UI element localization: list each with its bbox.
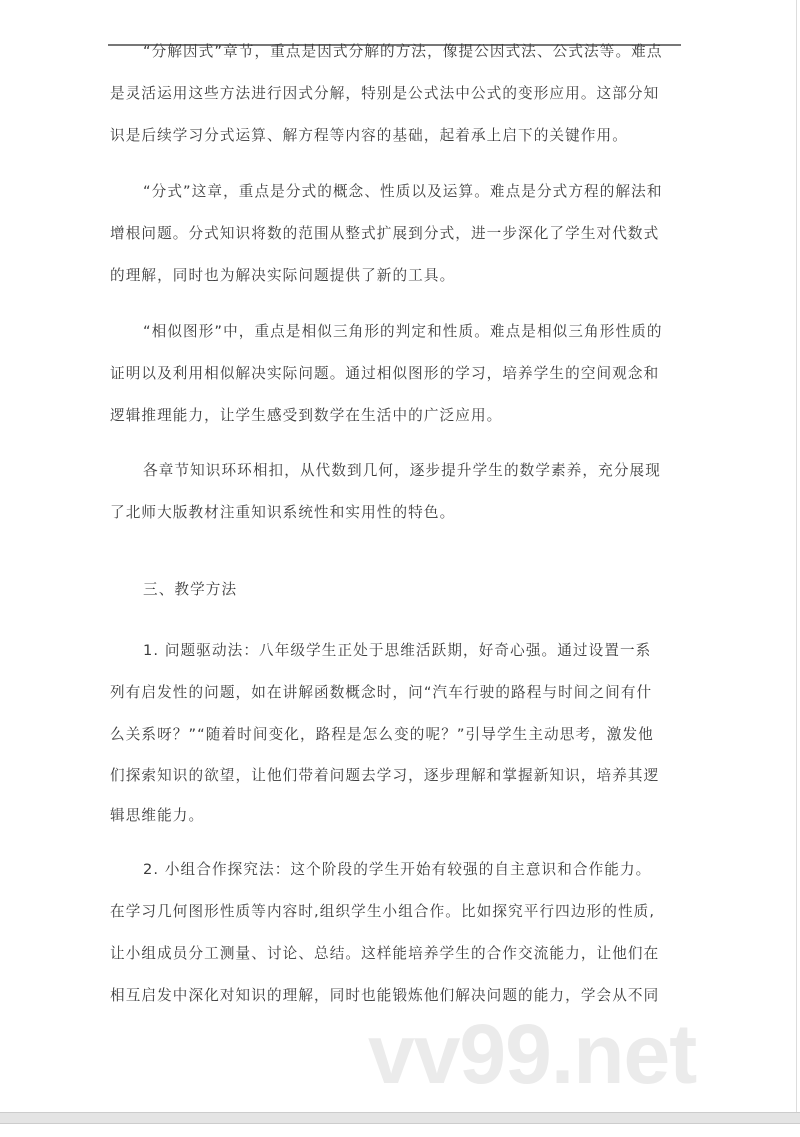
- page-gap: [0, 1112, 800, 1124]
- text-line: 增根问题。分式知识将数的范围从整式扩展到分式，进一步深化了学生对代数式: [110, 225, 660, 242]
- text-line: “相似图形”中，重点是相似三角形的判定和性质。难点是相似三角形性质的: [143, 323, 663, 340]
- text-line: 辑思维能力。: [110, 807, 205, 824]
- text-line: 证明以及利用相似解决实际问题。通过相似图形的学习，培养学生的空间观念和: [110, 365, 660, 382]
- text-line: 么关系呀？”“随着时间变化，路程是怎么变的呢？”引导学生主动思考，激发他: [110, 726, 654, 743]
- text-line: 了北师大版教材注重知识系统性和实用性的特色。: [110, 504, 456, 521]
- watermark: vv99.net: [368, 1007, 697, 1101]
- section-heading: 三、教学方法: [143, 581, 238, 598]
- text-line: 逻辑推理能力，让学生感受到数学在生活中的广泛应用。: [110, 407, 503, 424]
- text-line: 在学习几何图形性质等内容时,组织学生小组合作。比如探究平行四边形的性质,: [110, 903, 656, 920]
- text-line: 的理解，同时也为解决实际问题提供了新的工具。: [110, 267, 456, 284]
- text-line: 2. 小组合作探究法：这个阶段的学生开始有较强的自主意识和合作能力。: [143, 861, 652, 878]
- text-line: 各章节知识环环相扣，从代数到几何，逐步提升学生的数学素养，充分展现: [143, 462, 661, 479]
- text-line: “分式”这章，重点是分式的概念、性质以及运算。难点是分式方程的解法和: [143, 183, 663, 200]
- text-line: 1. 问题驱动法：八年级学生正处于思维活跃期，好奇心强。通过设置一系: [143, 642, 652, 659]
- text-line: 们探索知识的欲望，让他们带着问题去学习，逐步理解和掌握新知识，培养其逻: [110, 767, 660, 784]
- text-line: 识是后续学习分式运算、解方程等内容的基础，起着承上启下的关键作用。: [110, 127, 628, 144]
- text-line: 相互启发中深化对知识的理解，同时也能锻炼他们解决问题的能力，学会从不同: [110, 987, 660, 1004]
- text-line: “分解因式”章节，重点是因式分解的方法，像提公因式法、公式法等。难点: [143, 43, 663, 60]
- text-line: 是灵活运用这些方法进行因式分解，特别是公式法中公式的变形应用。这部分知: [110, 85, 660, 102]
- text-line: 列有启发性的问题，如在讲解函数概念时，问“汽车行驶的路程与时间之间有什: [110, 684, 653, 701]
- text-line: 让小组成员分工测量、讨论、总结。这样能培养学生的合作交流能力，让他们在: [110, 945, 660, 962]
